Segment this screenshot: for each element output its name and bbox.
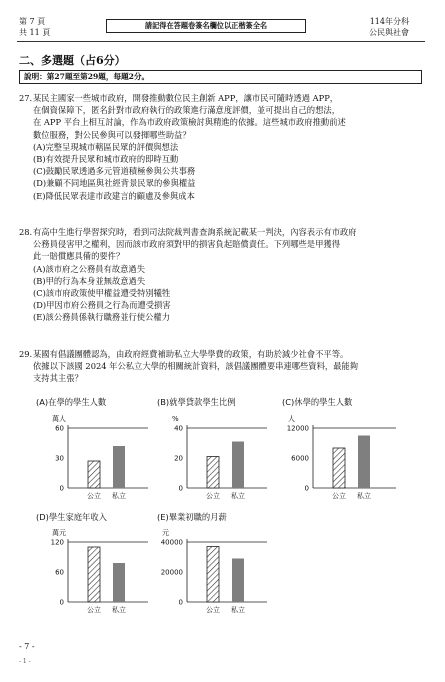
option-b[interactable]: (B)甲的行為本身並無故意過失 bbox=[33, 275, 146, 286]
y-tick-label: 20 bbox=[174, 454, 183, 463]
y-tick-label: 0 bbox=[59, 484, 64, 493]
chart-e[interactable] bbox=[157, 512, 267, 614]
y-tick-label: 0 bbox=[178, 598, 183, 607]
page-number: - 7 - bbox=[19, 642, 35, 651]
question-text-line: 此一賠償應具備的要件？ bbox=[33, 251, 125, 262]
chart-title: (E)畢業初職的月薪 bbox=[157, 512, 227, 522]
y-tick-label: 40000 bbox=[160, 538, 183, 547]
option-e[interactable]: (E)降低民眾表達市政建言的顧慮及參與成本 bbox=[33, 190, 195, 201]
bar-private bbox=[232, 442, 244, 489]
bar-private bbox=[113, 563, 125, 602]
chart-a[interactable] bbox=[36, 397, 148, 500]
option-b[interactable]: (B)有效提升民眾和城市政府的即時互動 bbox=[33, 154, 179, 165]
category-label: 私立 bbox=[231, 492, 245, 500]
y-axis-unit: 萬元 bbox=[52, 529, 66, 537]
option-a[interactable]: (A)完整呈現城市轄區民眾的評價與想法 bbox=[33, 141, 179, 152]
y-tick-label: 60 bbox=[55, 568, 64, 577]
chart-title: (B)就學貸款學生比例 bbox=[157, 397, 236, 407]
exam-year: 114年分科 bbox=[369, 17, 409, 26]
question-text-line: 某國有倡議團體認為，由政府經費補助私立大學學費的政策，有助於減少社會不平等。 bbox=[33, 349, 349, 359]
y-axis-unit: 萬人 bbox=[52, 415, 66, 423]
signature-notice: 請記得在答題卷簽名欄位以正楷簽全名 bbox=[144, 21, 268, 30]
category-label: 私立 bbox=[112, 606, 126, 614]
option-a[interactable]: (A)該市府之公務員有故意過失 bbox=[33, 263, 146, 274]
y-tick-label: 30 bbox=[55, 454, 64, 463]
question-number: 27. bbox=[19, 93, 33, 103]
section-title: 二、多選題（占6分） bbox=[19, 54, 126, 67]
y-tick-label: 12000 bbox=[286, 424, 309, 433]
y-axis-unit: 元 bbox=[162, 529, 169, 537]
y-tick-label: 40 bbox=[174, 424, 183, 433]
chart-b[interactable] bbox=[157, 397, 267, 500]
question-text-line: 在 APP 平台上相互討論，作為市政府政策檢討與精進的依據。這些城市政府推動前述 bbox=[33, 117, 346, 128]
question-text-line: 支持其主張？ bbox=[33, 373, 83, 384]
option-e[interactable]: (E)該公務員係執行職務並行使公權力 bbox=[33, 312, 170, 323]
chart-c[interactable] bbox=[282, 397, 396, 500]
question-text-line: 在個資保障下，匿名針對市政府執行的政策進行滿意度評價，並可提出自己的想法， bbox=[33, 105, 340, 116]
chart-title: (C)休學的學生人數 bbox=[282, 397, 353, 407]
category-label: 公立 bbox=[87, 492, 101, 500]
question-text-line: 數位服務，對公民參與可以發揮哪些助益？ bbox=[33, 129, 191, 140]
question-number: 28. bbox=[19, 227, 33, 237]
instruction-text: 說明：第27題至第29題，每題2分。 bbox=[24, 72, 150, 81]
bar-public bbox=[88, 547, 100, 602]
category-label: 私立 bbox=[357, 492, 371, 500]
category-label: 公立 bbox=[87, 606, 101, 614]
option-d[interactable]: (D)兼顧不同地區與社經背景民眾的參與權益 bbox=[33, 178, 196, 189]
question-text-line: 公務員侵害甲之權利，因而該市政府須對甲的損害負起賠償責任。下列哪些是甲獲得 bbox=[33, 239, 340, 250]
question-number: 29. bbox=[19, 349, 33, 359]
bar-public bbox=[207, 457, 219, 489]
y-tick-label: 0 bbox=[304, 484, 309, 493]
chart-title: (D)學生家庭年收入 bbox=[36, 512, 107, 522]
question-text-line: 有高中生進行學習探究時，看到司法院裁判書查詢系統記載某一判決，內容表示有市政府 bbox=[33, 227, 357, 237]
bar-public bbox=[88, 461, 100, 488]
option-c[interactable]: (C)鼓勵民眾透過多元管道積極參與公共事務 bbox=[33, 166, 196, 177]
bar-public bbox=[333, 448, 345, 488]
category-label: 公立 bbox=[206, 606, 220, 614]
y-tick-label: 0 bbox=[59, 598, 64, 607]
chart-title: (A)在學的學生人數 bbox=[36, 397, 107, 407]
y-tick-label: 20000 bbox=[160, 568, 183, 577]
bar-private bbox=[232, 559, 244, 603]
chart-d[interactable] bbox=[36, 512, 148, 614]
y-tick-label: 60 bbox=[55, 424, 64, 433]
bar-public bbox=[207, 547, 219, 603]
option-d[interactable]: (D)甲因市府公務員之行為而遭受損害 bbox=[33, 300, 171, 311]
footer-mark: - 1 - bbox=[19, 658, 31, 665]
category-label: 公立 bbox=[332, 492, 346, 500]
question-text-line: 依據以下該國 2024 年公私立大學的相關統計資料，該倡議團體要串連哪些資料，最能夠 bbox=[33, 361, 359, 372]
y-tick-label: 0 bbox=[178, 484, 183, 493]
bar-private bbox=[113, 446, 125, 488]
category-label: 私立 bbox=[112, 492, 126, 500]
total-pages-label: 共 11 頁 bbox=[19, 28, 51, 37]
category-label: 公立 bbox=[206, 492, 220, 500]
y-tick-label: 6000 bbox=[291, 454, 309, 463]
option-c[interactable]: (C)該市府政策使甲權益遭受特別犧牲 bbox=[33, 288, 171, 299]
y-axis-unit: 人 bbox=[288, 415, 295, 423]
question-text-line: 某民主國家一些城市政府，開發推動數位民主創新 APP，讓市民可隨時透過 APP， bbox=[33, 93, 339, 103]
bar-private bbox=[358, 436, 370, 489]
category-label: 私立 bbox=[231, 606, 245, 614]
subject-name: 公民與社會 bbox=[369, 28, 409, 37]
page-label: 第 7 頁 bbox=[19, 17, 46, 26]
y-axis-unit: % bbox=[172, 415, 179, 423]
y-tick-label: 120 bbox=[50, 538, 64, 547]
